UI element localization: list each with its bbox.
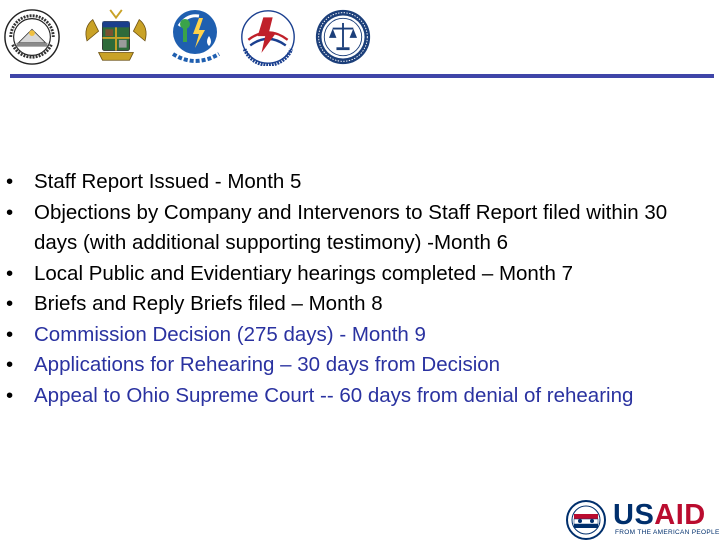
- energy-commission-logo: [165, 6, 227, 68]
- bullet-text: Commission Decision (275 days) - Month 9: [34, 322, 426, 346]
- bullet-item-hearings: [0, 259, 700, 290]
- header-divider: [10, 74, 714, 78]
- bullet-marker: •: [6, 353, 14, 376]
- bullet-text: Staff Report Issued - Month 5: [34, 170, 302, 193]
- bullet-list: [0, 167, 700, 411]
- bullet-item-staff-report: [0, 167, 700, 198]
- bullet-item-briefs: [0, 289, 700, 320]
- usaid-us-text: US: [613, 499, 655, 531]
- usaid-tagline: FROM THE AMERICAN PEOPLE: [615, 529, 720, 536]
- bullet-marker: •: [6, 200, 14, 224]
- usaid-aid-text: AID: [654, 499, 706, 531]
- usaid-seal-icon: [566, 500, 606, 540]
- purc-logo: [237, 8, 299, 66]
- bullet-marker: •: [6, 261, 14, 285]
- bullet-text: Applications for Rehearing – 30 days from Decision: [34, 353, 501, 376]
- bullet-item-appeal: [0, 381, 700, 412]
- bullet-item-commission-decision: [0, 320, 700, 351]
- bullet-text: Local Public and Evidentiary hearings completed – Month 7: [34, 261, 574, 285]
- bullet-text: Briefs and Reply Briefs filed – Month 8: [34, 292, 383, 315]
- bullet-item-objections: [0, 198, 700, 259]
- bullet-marker: •: [6, 170, 14, 193]
- naruc-seal-logo: [312, 8, 374, 66]
- bullet-marker: •: [6, 292, 14, 315]
- bullet-text: Appeal to Ohio Supreme Court -- 60 days from denial of rehearing: [34, 383, 634, 407]
- bullet-marker: •: [6, 383, 14, 407]
- bullet-marker: •: [6, 322, 14, 346]
- bullet-item-rehearing: [0, 350, 700, 381]
- puco-seal-logo: [3, 8, 61, 66]
- usaid-logo: [566, 498, 720, 538]
- bullet-text: Objections by Company and Intervenors to Staff Report filed within 30 days (with additional supporting testimony) -Month 6: [34, 200, 668, 254]
- ghana-coat-of-arms-logo: [80, 8, 152, 66]
- usaid-wordmark: [613, 500, 706, 530]
